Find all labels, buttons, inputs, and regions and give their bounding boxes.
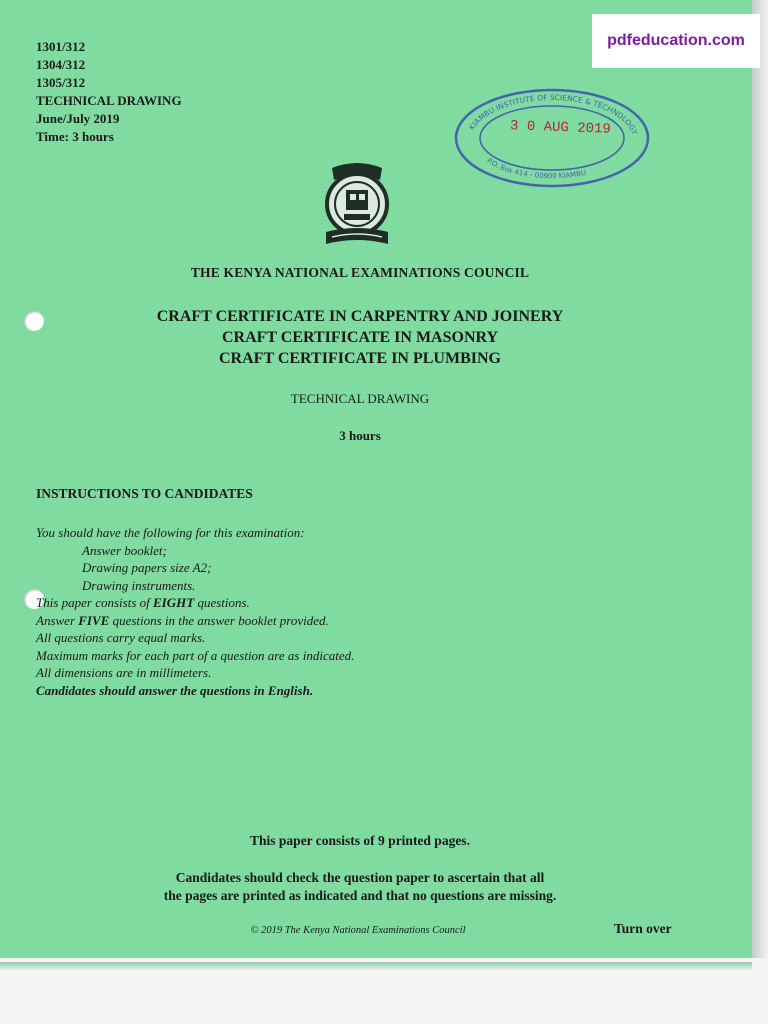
paper-code: 1305/312 xyxy=(36,75,86,90)
stamp-top-text: KIAMBU INSTITUTE OF SCIENCE & TECHNOLOGY xyxy=(467,92,640,136)
scan-right-edge xyxy=(752,0,768,1024)
check-pages-note: Candidates should check the question paper to ascertain that all the pages are printed as indicated and that no questions are missing. xyxy=(163,870,557,903)
institution-stamp xyxy=(452,86,652,190)
header-subject: TECHNICAL DRAWING xyxy=(36,93,182,108)
page-count-note: This paper consists of 9 printed pages. xyxy=(250,833,470,848)
watermark-link[interactable]: pdfeducation.com xyxy=(607,32,745,49)
material-item: Drawing papers size A2; xyxy=(82,560,212,575)
instruction-rule: Answer FIVE questions in the answer booklet provided. xyxy=(36,612,329,628)
paper-duration: 3 hours xyxy=(339,428,381,443)
certificate-title: CRAFT CERTIFICATE IN CARPENTRY AND JOINERY xyxy=(156,308,564,325)
instruction-final: Candidates should answer the questions in English. xyxy=(36,682,314,698)
scan-bottom-strip xyxy=(0,958,768,1024)
paper-title: TECHNICAL DRAWING xyxy=(290,391,430,406)
exam-time: Time: 3 hours xyxy=(36,129,114,144)
copyright-notice: © 2019 The Kenya National Examinations Council xyxy=(250,925,466,936)
certificate-title: CRAFT CERTIFICATE IN PLUMBING xyxy=(219,350,501,367)
paper-codes xyxy=(36,38,182,146)
paper-code: 1301/312 xyxy=(36,39,86,54)
paper-code: 1304/312 xyxy=(36,57,86,72)
coat-of-arms-icon xyxy=(312,158,402,252)
watermark-banner[interactable] xyxy=(592,14,760,68)
instructions-heading: INSTRUCTIONS TO CANDIDATES xyxy=(36,486,253,501)
turn-over-label: Turn over xyxy=(614,921,672,936)
instructions-intro: You should have the following for this examination: xyxy=(36,525,305,540)
instruction-rule: Maximum marks for each part of a question are as indicated. xyxy=(36,647,355,663)
certificate-titles xyxy=(0,306,720,369)
exam-session: June/July 2019 xyxy=(36,111,120,126)
material-item: Drawing instruments. xyxy=(82,577,196,593)
stamp-bottom-text: P.O. Box 414 - 00900 KIAMBU xyxy=(485,156,587,181)
certificate-title: CRAFT CERTIFICATE IN MASONRY xyxy=(221,329,499,346)
material-item: Answer booklet; xyxy=(82,542,167,558)
instruction-rule: This paper consists of EIGHT questions. xyxy=(36,595,250,610)
instructions-list xyxy=(36,524,636,699)
council-name: THE KENYA NATIONAL EXAMINATIONS COUNCIL xyxy=(190,265,530,280)
instruction-rule: All questions carry equal marks. xyxy=(36,630,206,645)
instruction-rule: All dimensions are in millimeters. xyxy=(36,665,212,680)
stamp-date: 3 0 AUG 2019 xyxy=(509,118,612,138)
